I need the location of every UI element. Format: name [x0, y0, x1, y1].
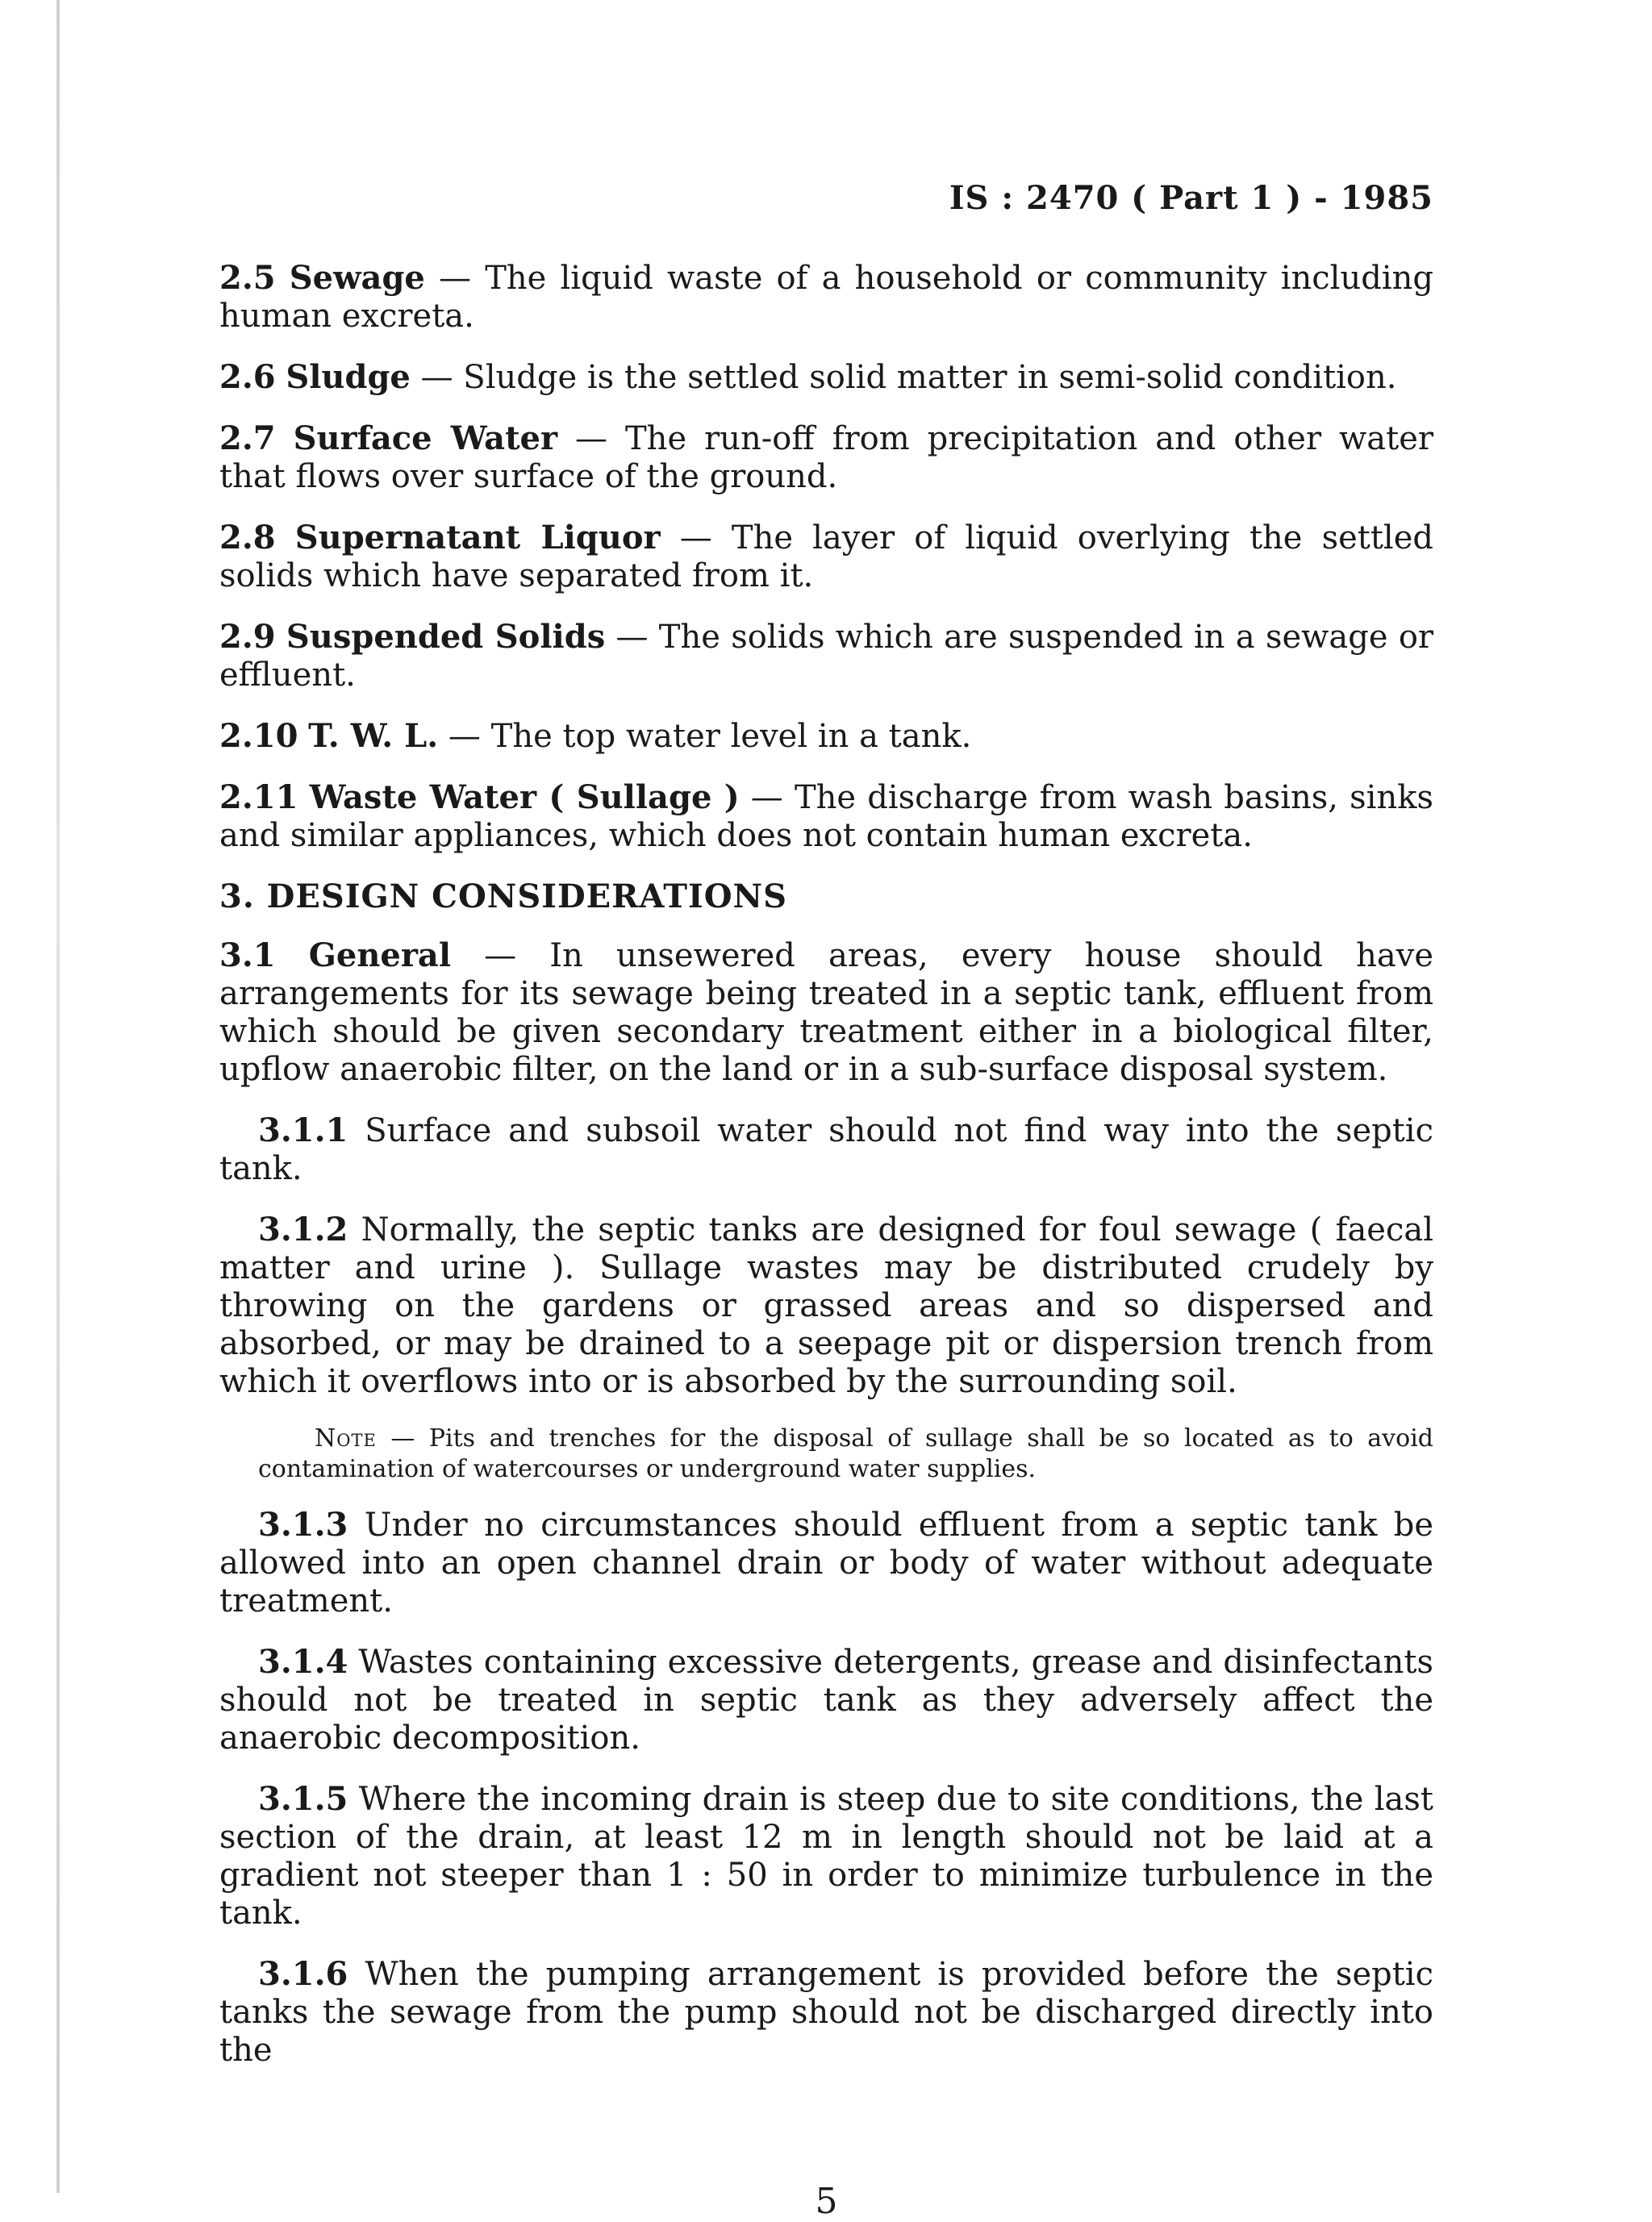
- clause-2-5: [219, 259, 1433, 336]
- clause-text: — Sludge is the settled solid matter in semi-solid condition.: [410, 359, 1397, 396]
- note-text: — Pits and trenches for the disposal of sullage shall be so located as to avoid contamination of watercourses or underground water supplies.: [258, 1424, 1433, 1483]
- clause-text: — The layer of liquid overlying the settled solids which have separated from it.: [219, 519, 1434, 594]
- clause-2-8: [219, 519, 1433, 595]
- clause-number: 3.1.4: [258, 1643, 348, 1681]
- clause-term: General: [308, 936, 452, 974]
- clause-3-1-3: [219, 1506, 1433, 1620]
- clause-text: — The run-off from precipitation and other water that flows over surface of the ground.: [219, 420, 1433, 495]
- clause-3-1: [219, 936, 1433, 1089]
- clause-term: Suspended Solids: [286, 618, 606, 656]
- clause-text: Wastes containing excessive detergents, grease and disinfectants should not be treated in septic tank as they adversely affect the anaerobic decomposition.: [219, 1644, 1433, 1757]
- clause-term: Supernatant Liquor: [294, 519, 661, 557]
- clause-3-1-1: [219, 1111, 1433, 1188]
- section-heading: 3. DESIGN CONSIDERATIONS: [219, 878, 787, 915]
- scan-binding-edge: [56, 0, 60, 2193]
- clause-3-1-4: [219, 1643, 1433, 1757]
- clause-text: — The solids which are suspended in a sewage or effluent.: [219, 619, 1434, 694]
- clause-text: Normally, the septic tanks are designed for foul sewage ( faecal matter and urine ). Sullage wastes may be distributed crudely by throwing on the gardens or grassed areas and so dispersed and absorbed, or may be drained to a seepage pit or dispersion trench from which it overflows into or is absorbed by the surrounding soil.: [219, 1211, 1433, 1400]
- note: [258, 1424, 1433, 1485]
- clause-text: Where the incoming drain is steep due to site conditions, the last section of the drain, at least 12 m in length should not be laid at a gradient not steeper than 1 : 50 in order to minimize turbulence in the tank.: [219, 1781, 1433, 1932]
- clause-text: Surface and subsoil water should not find way into the septic tank.: [219, 1112, 1433, 1187]
- clause-2-10: [219, 717, 1433, 756]
- clause-number: 2.9: [219, 618, 276, 656]
- clause-number: 2.6: [219, 358, 276, 396]
- clause-2-6: [219, 358, 1433, 397]
- clause-number: 3.1.5: [258, 1780, 348, 1818]
- clause-number: 2.5: [219, 259, 276, 297]
- clause-text: When the pumping arrangement is provided before the septic tanks the sewage from the pump should not be discharged directly into the: [219, 1956, 1433, 2069]
- clause-number: 3.1: [219, 936, 276, 974]
- clause-text: — In unsewered areas, every house should have arrangements for its sewage being treated in a septic tank, effluent from which should be given secondary treatment either in a biological filter, upflow anaerobic filter, on the land or in a sub-surface disposal system.: [219, 937, 1434, 1088]
- clause-term: Sludge: [286, 358, 411, 396]
- clause-3-1-2: [219, 1211, 1433, 1401]
- clause-number: 2.10: [219, 717, 298, 755]
- clause-number: 3.1.2: [258, 1211, 348, 1249]
- clause-term: T. W. L.: [308, 717, 439, 755]
- clause-2-7: [219, 419, 1433, 496]
- clause-number: 2.11: [219, 778, 298, 816]
- clause-3-1-5: [219, 1780, 1433, 1932]
- clause-term: Waste Water ( Sullage ): [309, 778, 740, 816]
- clause-term: Surface Water: [293, 419, 558, 457]
- page-number: 5: [815, 2181, 838, 2222]
- clause-3-1-6: [219, 1955, 1433, 2070]
- clause-text: Under no circumstances should effluent from a septic tank be allowed into an open channel drain or body of water without adequate treatment.: [219, 1507, 1433, 1620]
- clause-number: 3.1.3: [258, 1506, 348, 1544]
- document-page: [219, 179, 1434, 2222]
- clause-number: 2.7: [219, 419, 276, 457]
- clause-number: 2.8: [219, 519, 276, 557]
- clause-term: Sewage: [289, 259, 425, 297]
- standard-header: IS : 2470 ( Part 1 ) - 1985: [949, 179, 1433, 217]
- clause-text: — The discharge from wash basins, sinks and similar appliances, which does not contain human excreta.: [219, 779, 1434, 854]
- clause-2-11: [219, 778, 1433, 855]
- clause-text: — The liquid waste of a household or community including human excreta.: [219, 260, 1433, 335]
- clause-number: 3.1.1: [258, 1111, 348, 1149]
- clause-2-9: [219, 618, 1433, 694]
- clause-text: — The top water level in a tank.: [438, 718, 972, 755]
- clause-number: 3.1.6: [258, 1955, 348, 1993]
- note-label: Note: [315, 1424, 377, 1453]
